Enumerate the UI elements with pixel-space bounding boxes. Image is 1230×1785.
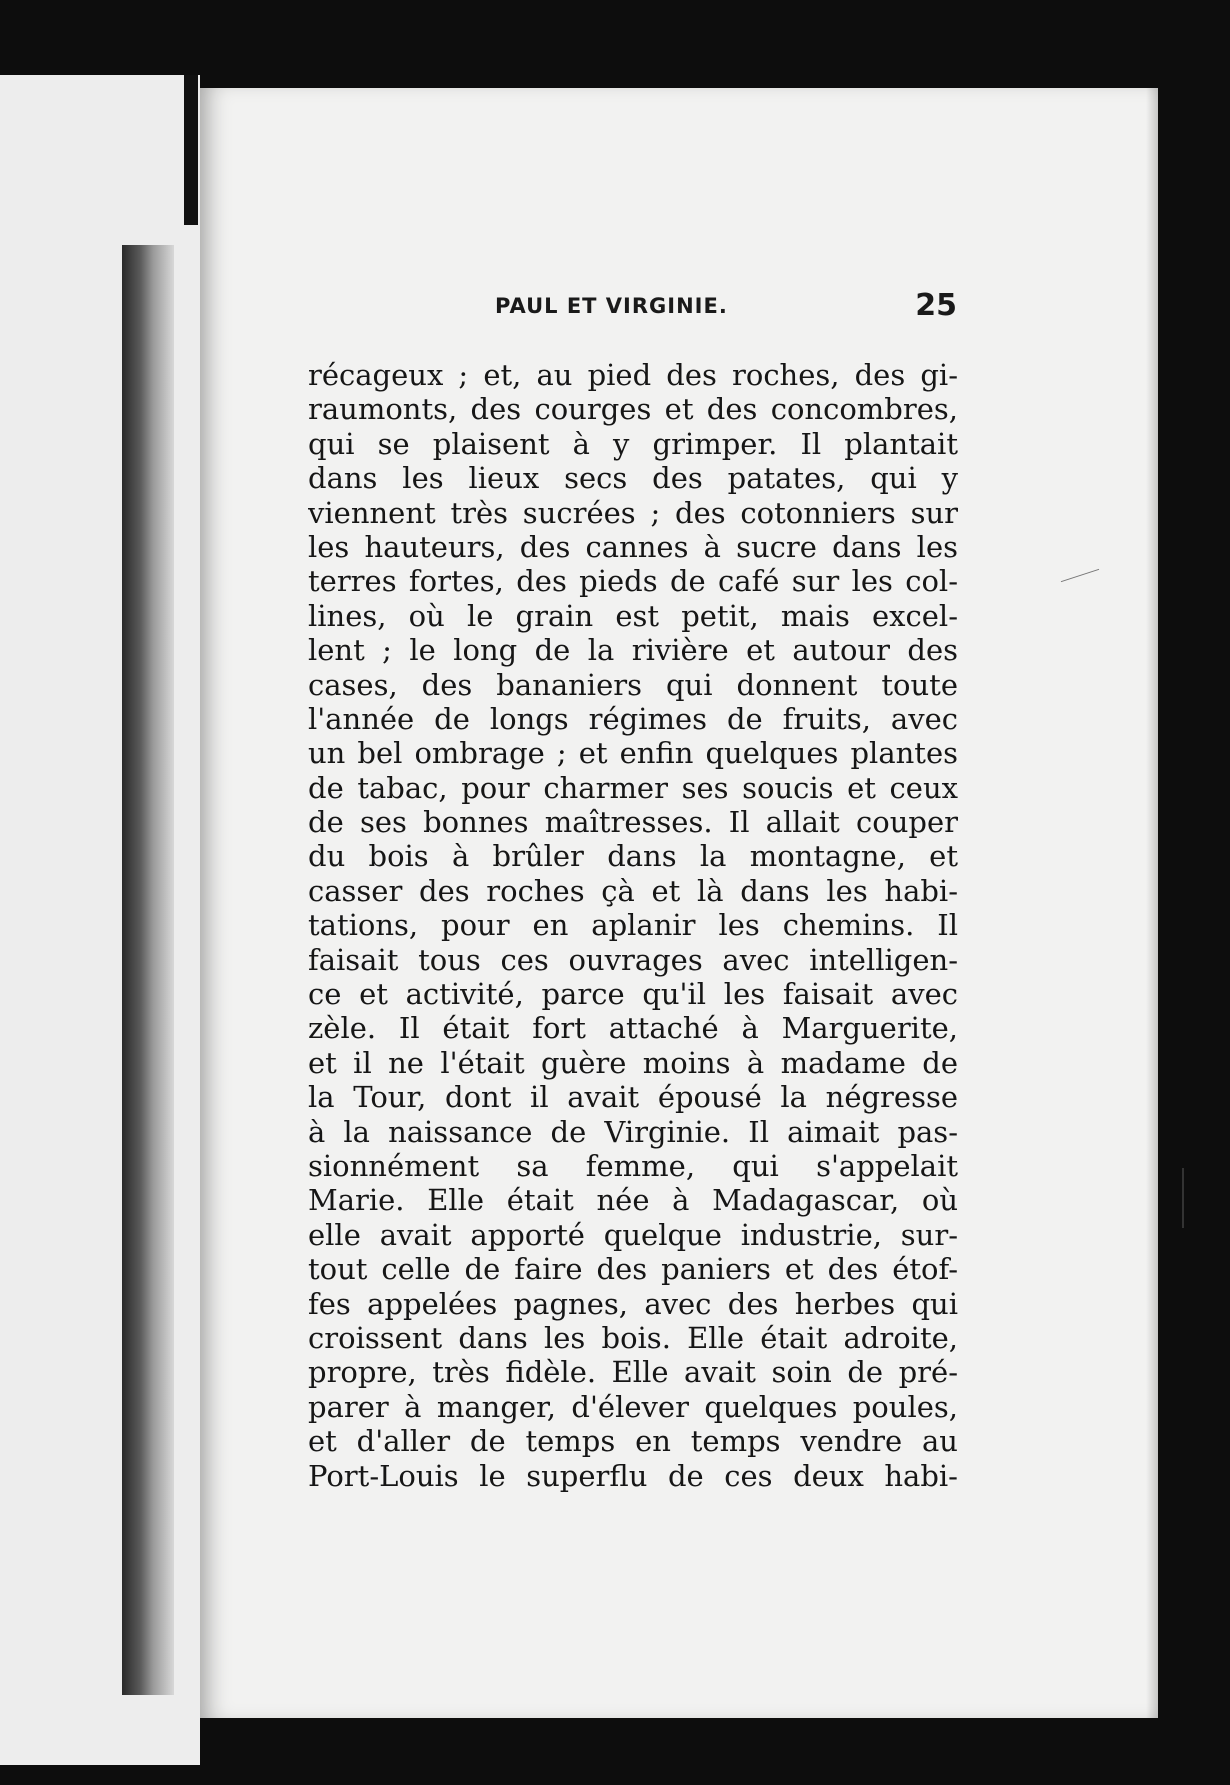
page-number: 25	[915, 288, 957, 323]
body-text	[308, 358, 958, 1493]
text-line: tations, pour en aplanir les chemins. Il	[308, 908, 958, 943]
scan-mark	[1182, 1168, 1184, 1228]
text-line: lines, où le grain est petit, mais excel-	[308, 598, 958, 633]
text-line: croissent dans les bois. Elle était adroite,	[308, 1320, 958, 1355]
text-line: un bel ombrage ; et enfin quelques plantes	[308, 736, 958, 771]
text-line: cases, des bananiers qui donnent toute	[308, 667, 958, 702]
text-line: terres fortes, des pieds de café sur les col-	[308, 564, 958, 599]
text-line: fes appelées pagnes, avec des herbes qui	[308, 1286, 958, 1321]
text-line: la Tour, dont il avait épousé la négresse	[308, 1080, 958, 1115]
book-spine-gutter	[122, 245, 174, 1695]
text-line: Port-Louis le superflu de ces deux habi-	[308, 1458, 958, 1493]
text-line: elle avait apporté quelque industrie, sur-	[308, 1217, 958, 1252]
text-line: tout celle de faire des paniers et des étof-	[308, 1252, 958, 1287]
text-line: et il ne l'était guère moins à madame de	[308, 1045, 958, 1080]
page-edge-shadow	[1146, 88, 1158, 1718]
text-line: propre, très fidèle. Elle avait soin de pré-	[308, 1355, 958, 1390]
text-line: de tabac, pour charmer ses soucis et ceux	[308, 770, 958, 805]
text-line: ce et activité, parce qu'il les faisait avec	[308, 977, 958, 1012]
text-line: du bois à brûler dans la montagne, et	[308, 839, 958, 874]
scan-corner	[0, 0, 70, 75]
binding-edge	[184, 75, 198, 225]
text-line: Marie. Elle était née à Madagascar, où	[308, 1183, 958, 1218]
text-line: lent ; le long de la rivière et autour des	[308, 633, 958, 668]
running-head	[495, 290, 957, 330]
text-line: récageux ; et, au pied des roches, des gi-	[308, 358, 958, 392]
text-line: à la naissance de Virginie. Il aimait pas-	[308, 1114, 958, 1149]
text-line: casser des roches çà et là dans les habi-	[308, 873, 958, 908]
text-line: qui se plaisent à y grimper. Il plantait	[308, 426, 958, 461]
text-line: zèle. Il était fort attaché à Marguerite,	[308, 1011, 958, 1046]
text-line: de ses bonnes maîtresses. Il allait couper	[308, 805, 958, 840]
text-line: parer à manger, d'élever quelques poules,	[308, 1389, 958, 1424]
text-line: viennent très sucrées ; des cotonniers sur	[308, 495, 958, 530]
text-line: faisait tous ces ouvrages avec intelligen-	[308, 942, 958, 977]
text-line: et d'aller de temps en temps vendre au	[308, 1424, 958, 1459]
text-line: sionnément sa femme, qui s'appelait	[308, 1148, 958, 1183]
text-line: les hauteurs, des cannes à sucre dans les	[308, 529, 958, 564]
text-line: dans les lieux secs des patates, qui y	[308, 461, 958, 496]
running-title: PAUL ET VIRGINIE.	[495, 294, 728, 318]
text-line: raumonts, des courges et des concombres,	[308, 392, 958, 427]
text-line: l'année de longs régimes de fruits, avec	[308, 701, 958, 736]
